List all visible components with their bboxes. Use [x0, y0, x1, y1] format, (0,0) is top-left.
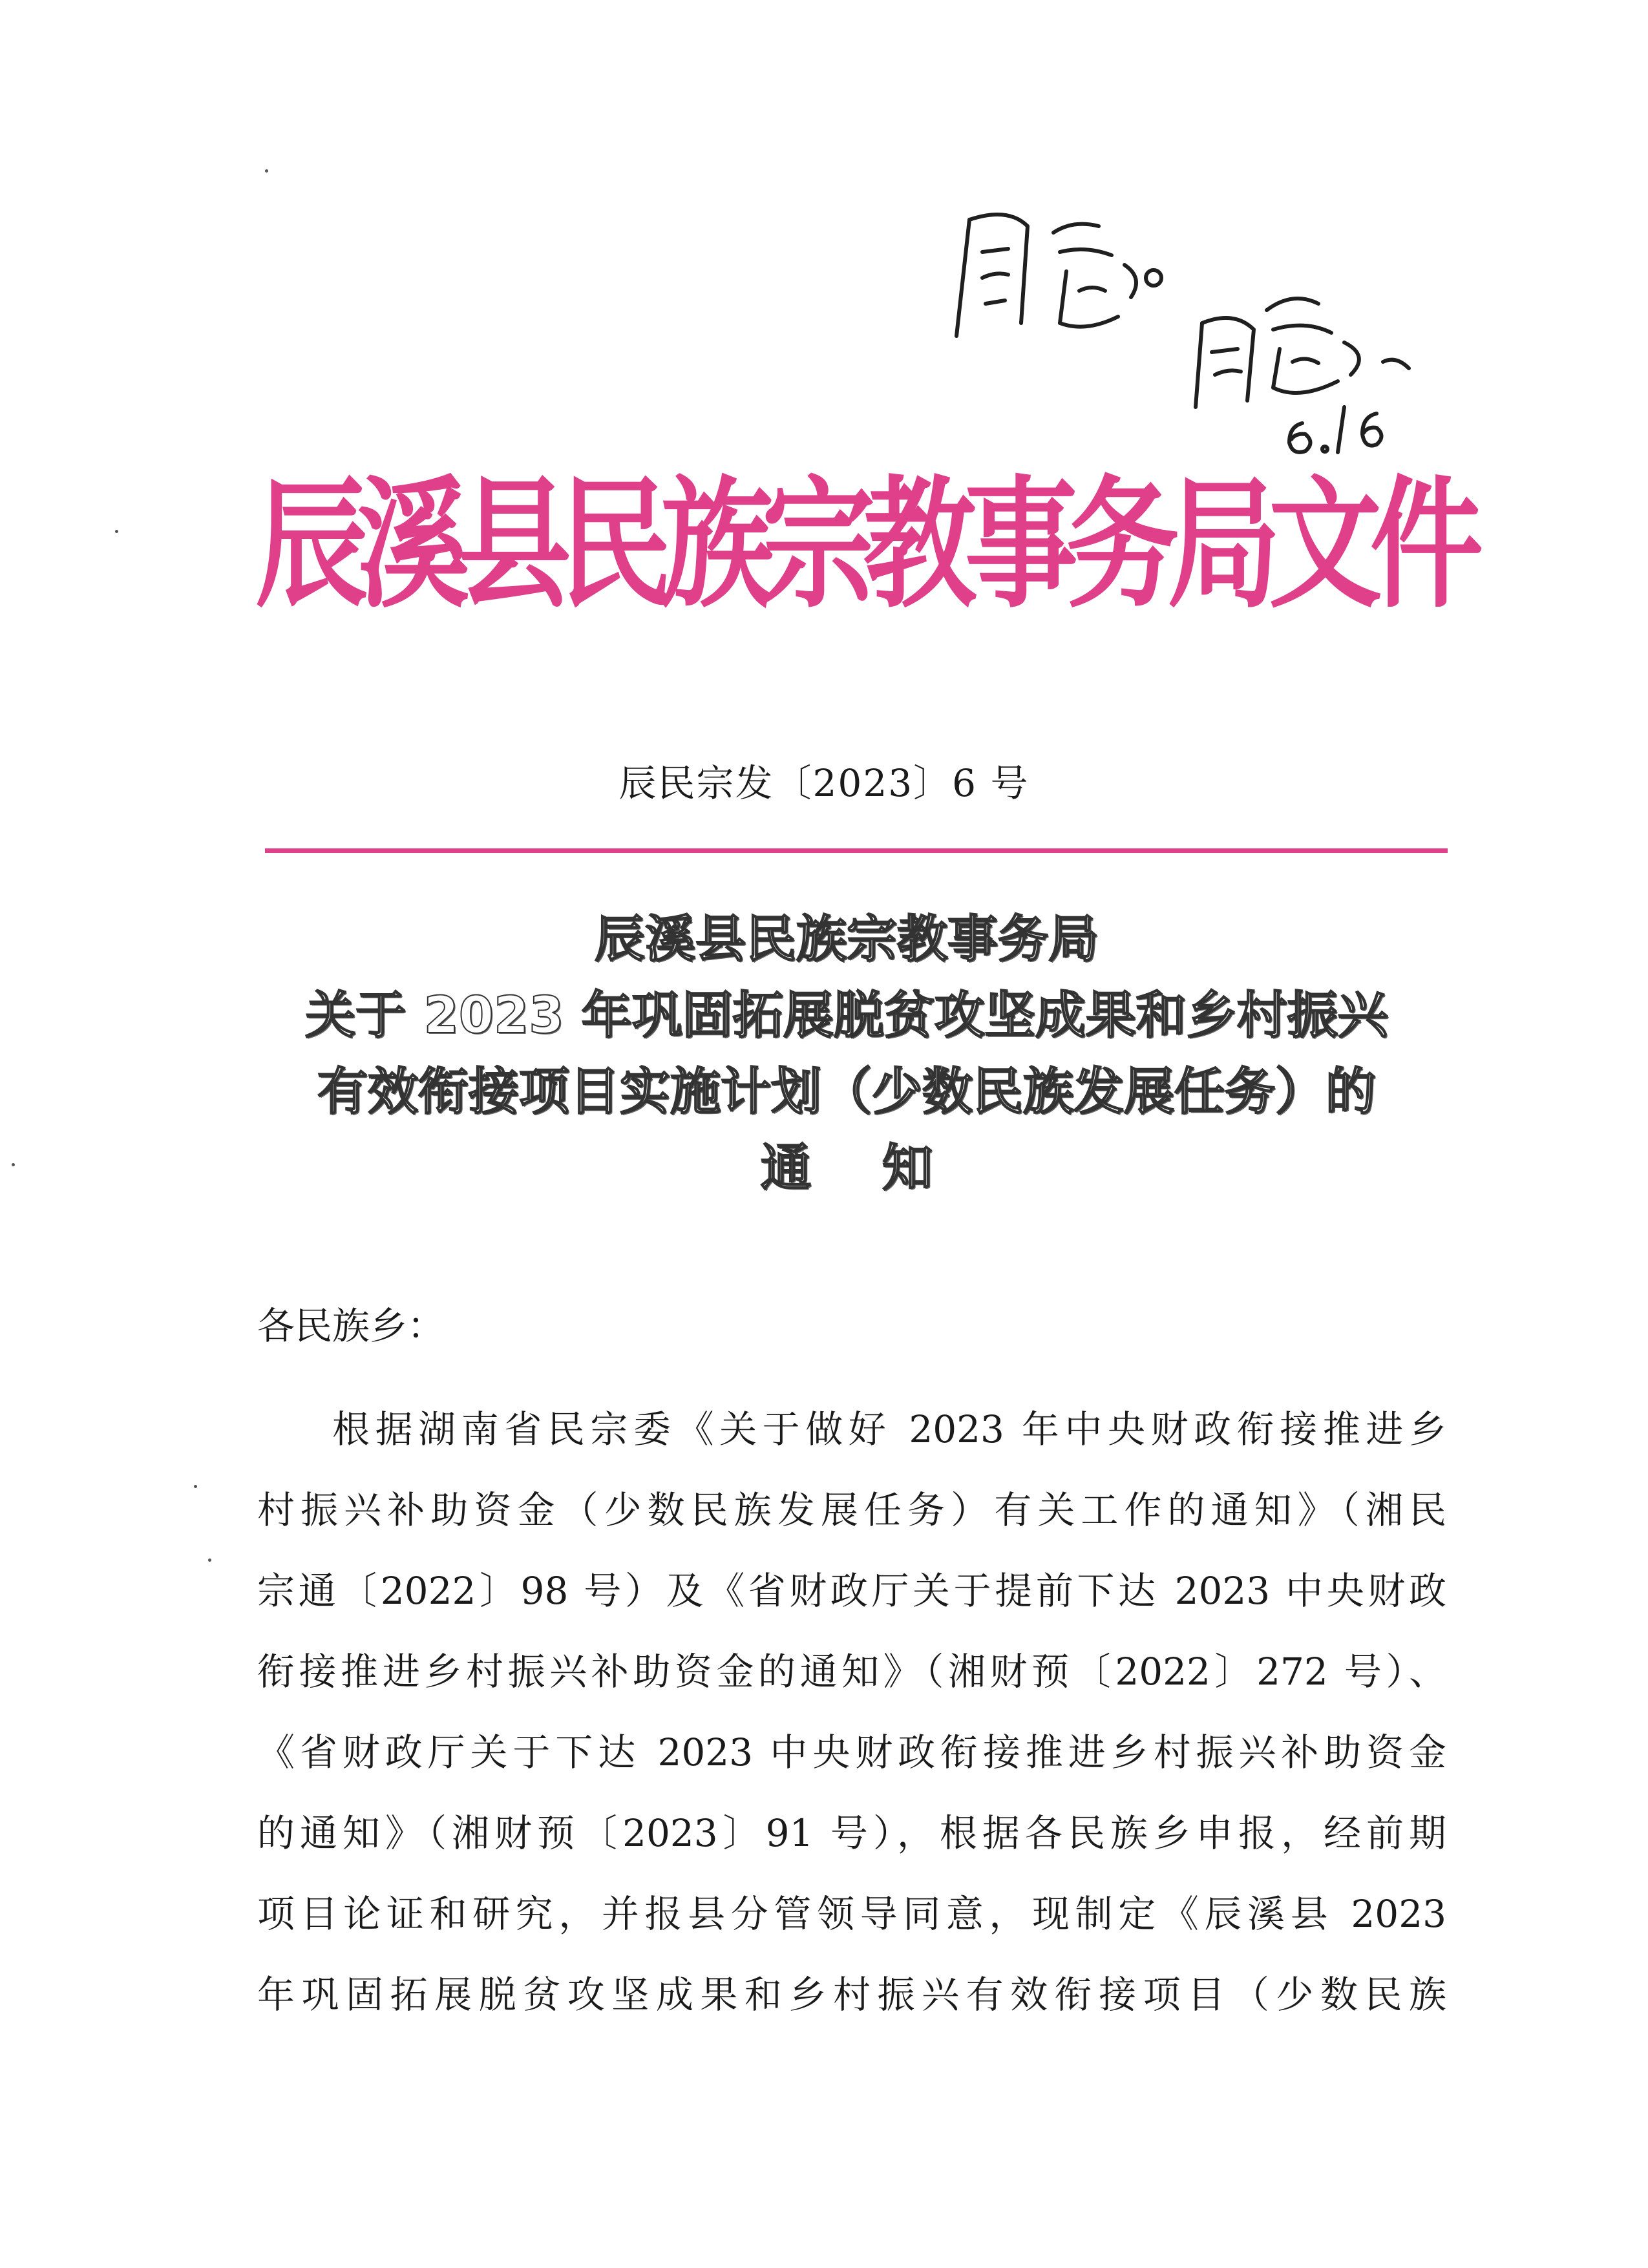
masthead-char: 宗 [762, 463, 876, 627]
masthead-char: 件 [1369, 463, 1483, 627]
masthead-char: 县 [458, 463, 571, 627]
title-line: 辰溪县民族宗教事务局 [594, 910, 1099, 969]
masthead-char: 局 [1167, 463, 1281, 627]
body-line: 年巩固拓展脱贫攻坚成果和乡村振兴有效衔接项目（少数民族 [257, 1973, 1446, 2017]
red-separator-rule [265, 848, 1448, 853]
masthead-char: 辰 [255, 463, 368, 627]
masthead-char: 溪 [356, 463, 470, 627]
document-number: 辰民宗发〔2023〕6 号 [618, 761, 1030, 805]
scan-speck [194, 1485, 197, 1488]
body-line: 村振兴补助资金（少数民族发展任务）有关工作的通知》（湘民 [257, 1488, 1446, 1532]
masthead-char: 文 [1269, 463, 1382, 627]
masthead-char: 务 [1066, 463, 1179, 627]
body-line: 衔接推进乡村振兴补助资金的通知》（湘财预〔2022〕272 号）、 [257, 1650, 1446, 1694]
title-line: 关于 2023 年巩固拓展脱贫攻坚成果和乡村振兴 [305, 987, 1388, 1045]
scan-speck [115, 530, 118, 533]
body-line: 《省财政厅关于下达 2023 中央财政衔接推进乡村振兴补助资金 [257, 1730, 1446, 1774]
scan-speck [265, 169, 268, 173]
title-line: 通知 [760, 1139, 1004, 1197]
scan-speck [12, 1163, 15, 1166]
masthead-char: 事 [964, 463, 1078, 627]
title-line: 有效衔接项目实施计划（少数民族发展任务）的 [317, 1063, 1376, 1121]
masthead-char: 教 [863, 463, 977, 627]
masthead-char: 民 [559, 463, 673, 627]
document-title [233, 901, 1461, 1206]
body-line: 根据湖南省民宗委《关于做好 2023 年中央财政衔接推进乡 [332, 1407, 1446, 1451]
body-line: 的通知》（湘财预〔2023〕91 号），根据各民族乡申报，经前期 [257, 1811, 1446, 1855]
masthead-char: 族 [660, 463, 774, 627]
body-paragraph [257, 1389, 1446, 2035]
body-line: 项目论证和研究，并报县分管领导同意，现制定《辰溪县 2023 [257, 1892, 1446, 1936]
document-masthead [255, 400, 1483, 667]
scan-speck [208, 1559, 211, 1562]
body-line: 宗通〔2022〕98 号）及《省财政厅关于提前下达 2023 中央财政 [257, 1569, 1446, 1613]
salutation: 各民族乡： [257, 1304, 445, 1348]
